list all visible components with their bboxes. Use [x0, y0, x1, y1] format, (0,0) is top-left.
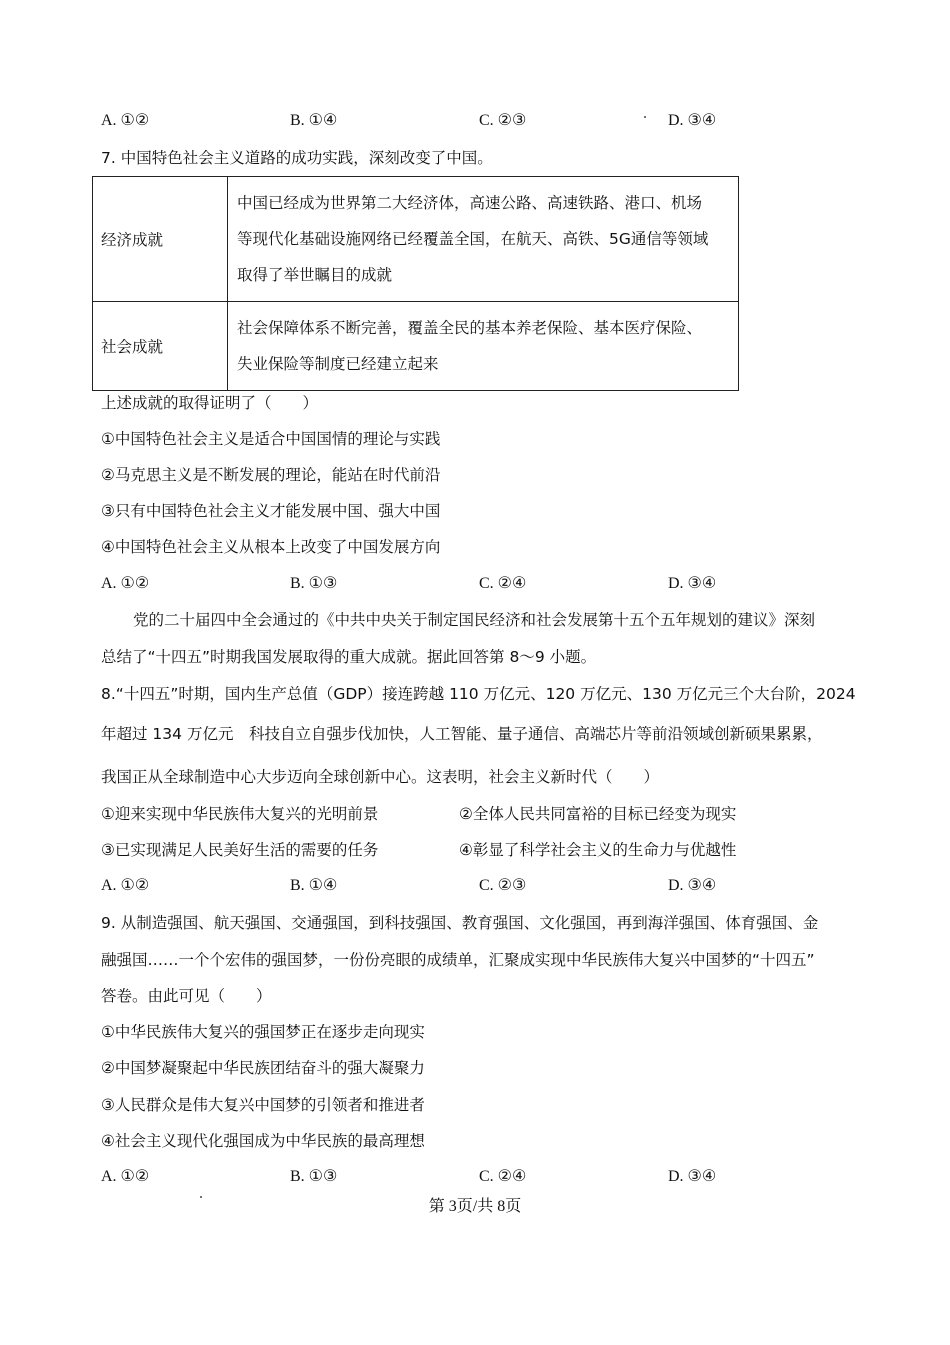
table-line: 社会保障体系不断完善，覆盖全民的基本养老保险、基本医疗保险、 — [237, 319, 703, 337]
print-dot — [644, 116, 646, 118]
q8-items-row-1 — [101, 804, 737, 824]
q8-item-3: ③已实现满足人民美好生活的需要的任务 — [101, 841, 379, 859]
table-line: 等现代化基础设施网络已经覆盖全国，在航天、高铁、5G通信等领域 — [237, 230, 709, 248]
option-d: D. ③④ — [668, 1168, 717, 1185]
q7-item-1: ①中国特色社会主义是适合中国国情的理论与实践 — [101, 430, 441, 448]
option-b: B. ①④ — [290, 877, 338, 894]
q9-line-3: 答卷。由此可见（ ） — [101, 987, 272, 1005]
option-a: A. ①② — [101, 877, 150, 894]
q8-item-1: ①迎来实现中华民族伟大复兴的光明前景 — [101, 805, 379, 823]
option-a: A. ①② — [101, 112, 150, 129]
table-row — [93, 177, 739, 302]
q7-item-4: ④中国特色社会主义从根本上改变了中国发展方向 — [101, 538, 441, 556]
q8-item-4: ④彰显了科学社会主义的生命力与优越性 — [459, 841, 737, 859]
q9-item-4: ④社会主义现代化强国成为中华民族的最高理想 — [101, 1132, 425, 1150]
intro-line-2: 总结了“十四五”时期我国发展取得的重大成就。据此回答第 8～9 小题。 — [101, 648, 597, 666]
q9-options — [101, 1167, 761, 1187]
q7-options — [101, 574, 761, 594]
q8-options — [101, 876, 761, 896]
top-options — [101, 111, 761, 131]
table-text-social — [228, 302, 739, 391]
option-a: A. ①② — [101, 1168, 150, 1185]
q8-line-3: 我国正从全球制造中心大步迈向全球创新中心。这表明，社会主义新时代（ ） — [101, 768, 660, 786]
q8-line-2: 年超过 134 万亿元 科技自立自强步伐加快，人工智能、量子通信、高端芯片等前沿领域创新硕果累累， — [101, 725, 823, 743]
option-c: C. ②③ — [479, 877, 527, 894]
option-c: C. ②④ — [479, 575, 527, 592]
option-b: B. ①④ — [290, 112, 338, 129]
table-text-economic — [228, 177, 739, 302]
q9-line-1: 9. 从制造强国、航天强国、交通强国，到科技强国、教育强国、文化强国，再到海洋强国、体育强国、金 — [101, 914, 819, 932]
option-a: A. ①② — [101, 575, 150, 592]
q7-item-2: ②马克思主义是不断发展的理论，能站在时代前沿 — [101, 466, 441, 484]
option-d: D. ③④ — [668, 112, 717, 129]
option-c: C. ②③ — [479, 112, 527, 129]
table-line: 中国已经成为世界第二大经济体，高速公路、高速铁路、港口、机场 — [237, 194, 703, 212]
page-footer: 第 3页/共 8页 — [428, 1198, 522, 1215]
option-d: D. ③④ — [668, 575, 717, 592]
q9-item-3: ③人民群众是伟大复兴中国梦的引领者和推进者 — [101, 1096, 425, 1114]
achievements-table — [92, 176, 739, 391]
option-b: B. ①③ — [290, 575, 338, 592]
table-label-social: 社会成就 — [93, 302, 228, 391]
q9-item-2: ②中国梦凝聚起中华民族团结奋斗的强大凝聚力 — [101, 1059, 425, 1077]
q9-line-2: 融强国……一个个宏伟的强国梦，一份份亮眼的成绩单，汇聚成实现中华民族伟大复兴中国梦的“十四五” — [101, 951, 815, 969]
intro-line-1: 党的二十届四中全会通过的《中共中央关于制定国民经济和社会发展第十五个五年规划的建议》深刻 — [133, 611, 816, 629]
q7-stem: 7. 中国特色社会主义道路的成功实践，深刻改变了中国。 — [101, 149, 493, 167]
q9-item-1: ①中华民族伟大复兴的强国梦正在逐步走向现实 — [101, 1023, 425, 1041]
q8-line-1: 8.“十四五”时期，国内生产总值（GDP）接连跨越 110 万亿元、120 万亿元、130 万亿元三个大台阶，2024 — [101, 685, 856, 703]
option-b: B. ①③ — [290, 1168, 338, 1185]
table-label-economic: 经济成就 — [93, 177, 228, 302]
q8-item-2: ②全体人民共同富裕的目标已经变为现实 — [459, 805, 737, 823]
q7-question: 上述成就的取得证明了（ ） — [101, 394, 319, 412]
table-line: 失业保险等制度已经建立起来 — [237, 355, 439, 373]
table-line: 取得了举世瞩目的成就 — [237, 266, 393, 284]
option-c: C. ②④ — [479, 1168, 527, 1185]
table-row — [93, 302, 739, 391]
q7-item-3: ③只有中国特色社会主义才能发展中国、强大中国 — [101, 502, 441, 520]
option-d: D. ③④ — [668, 877, 717, 894]
q8-items-row-2 — [101, 840, 737, 860]
